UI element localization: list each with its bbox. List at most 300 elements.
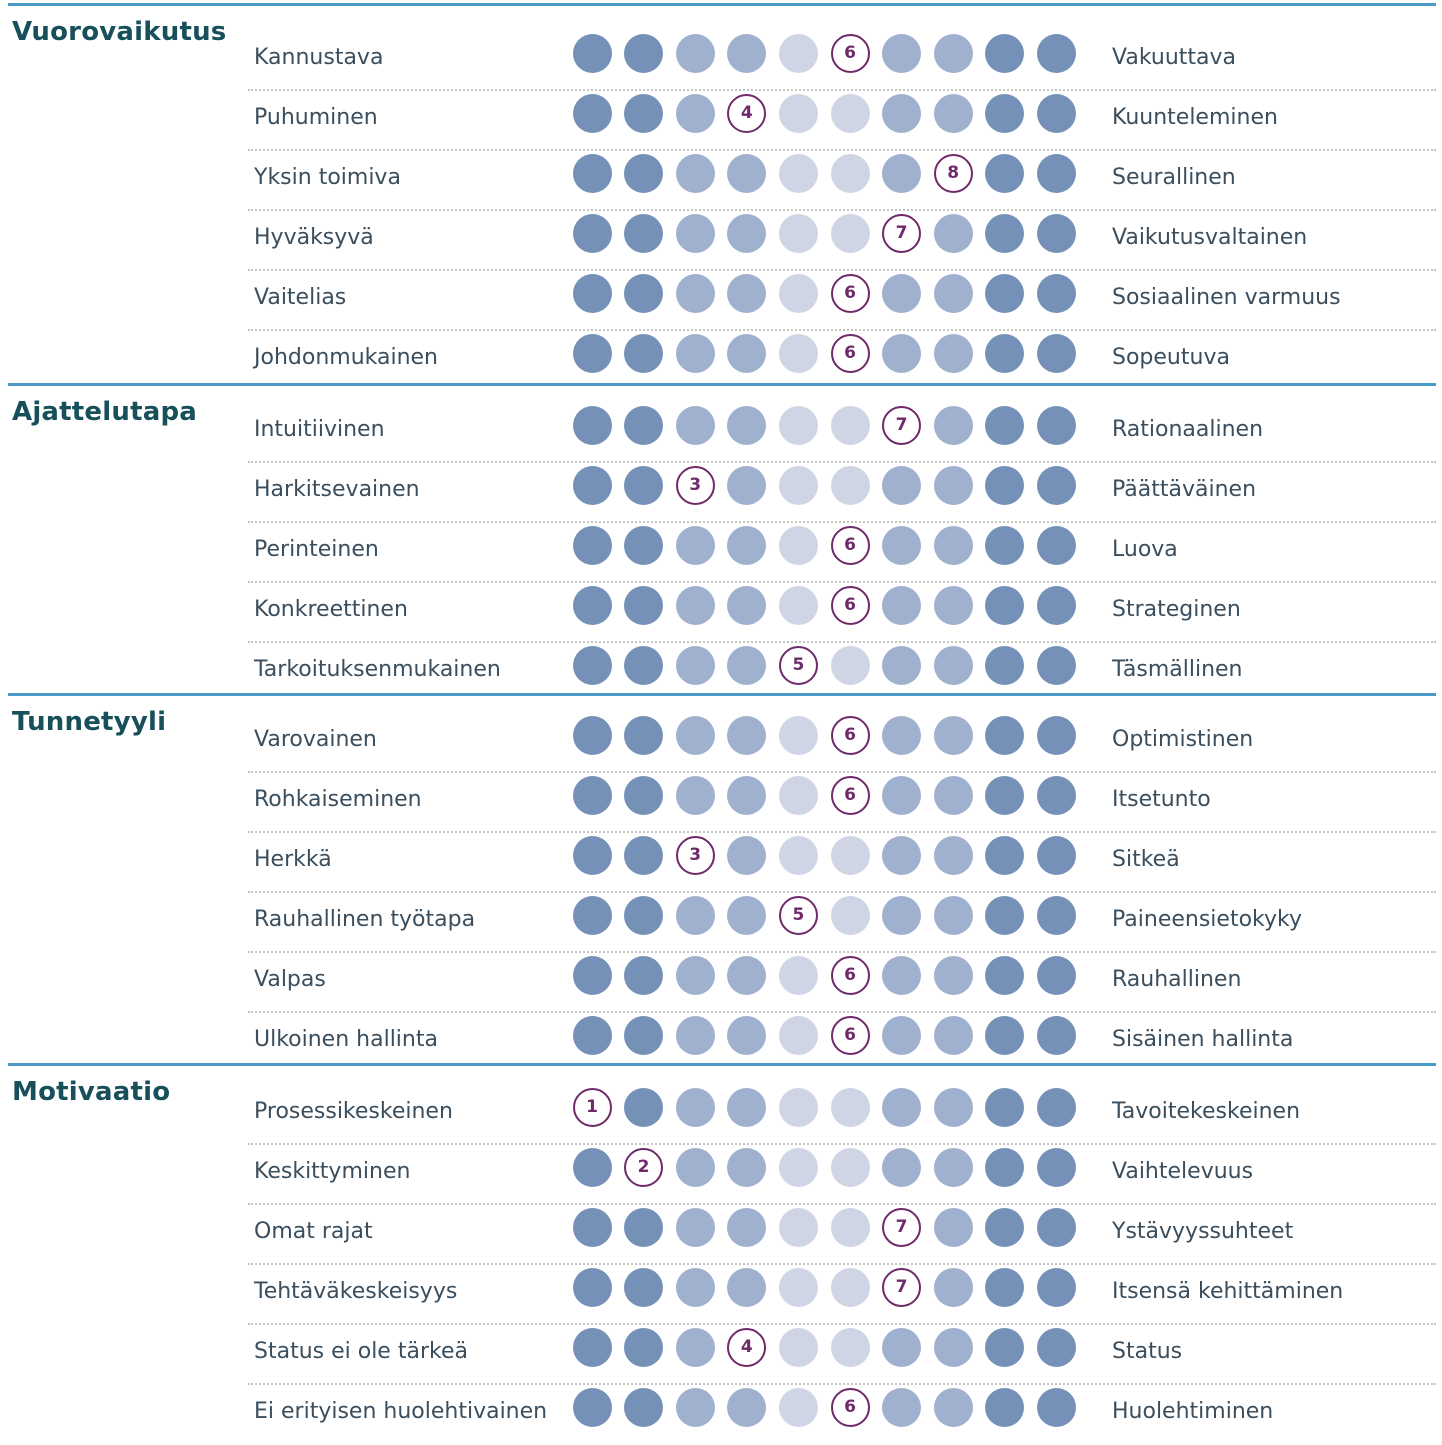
scale-dot xyxy=(779,836,818,875)
scale-dot xyxy=(831,94,870,133)
scale-dot xyxy=(573,586,612,625)
scale-dot xyxy=(779,1016,818,1055)
scale-dot xyxy=(779,526,818,565)
scale-dot xyxy=(624,274,663,313)
scale-dot xyxy=(934,214,973,253)
scale-dot xyxy=(985,586,1024,625)
scale-dot xyxy=(985,214,1024,253)
scale-left-label: Johdonmukainen xyxy=(254,345,439,370)
scale-left-label: Yksin toimiva xyxy=(254,165,401,190)
scale-dot xyxy=(727,1016,766,1055)
scale-dot xyxy=(573,154,612,193)
scale-dot xyxy=(934,896,973,935)
scale-dot xyxy=(573,526,612,565)
scale-dots xyxy=(572,1325,1092,1385)
scale-dot xyxy=(985,1148,1024,1187)
scale-dot xyxy=(934,1148,973,1187)
scale-dot xyxy=(934,406,973,445)
scale-dot xyxy=(934,586,973,625)
scale-dots xyxy=(572,211,1092,271)
scale-dot xyxy=(573,956,612,995)
score-marker: 3 xyxy=(676,836,715,875)
section-title: Tunnetyyli xyxy=(12,707,167,737)
scale-dot xyxy=(985,646,1024,685)
scale-dot xyxy=(727,956,766,995)
scale-dot xyxy=(573,274,612,313)
scale-dot xyxy=(779,406,818,445)
scale-dot xyxy=(624,1328,663,1367)
scale-right-label: Vaikutusvaltainen xyxy=(1112,225,1308,250)
scale-dot xyxy=(676,1388,715,1427)
scale-dot xyxy=(831,214,870,253)
scale-right-label: Rationaalinen xyxy=(1112,417,1264,442)
scale-dot xyxy=(882,646,921,685)
scale-right-label: Huolehtiminen xyxy=(1112,1399,1274,1424)
scale-dot xyxy=(624,646,663,685)
scale-dot xyxy=(779,1388,818,1427)
scale-dot xyxy=(779,94,818,133)
scale-dot xyxy=(934,1268,973,1307)
scale-dot xyxy=(573,214,612,253)
score-marker: 3 xyxy=(676,466,715,505)
scale-dot xyxy=(1037,586,1076,625)
scale-dots xyxy=(572,713,1092,773)
scale-dot xyxy=(1037,1208,1076,1247)
scale-dot xyxy=(624,586,663,625)
scale-dot xyxy=(1037,836,1076,875)
scale-dot xyxy=(779,1208,818,1247)
scale-dot xyxy=(985,1208,1024,1247)
scale-dot xyxy=(624,776,663,815)
scale-dot xyxy=(1037,1088,1076,1127)
scale-dot xyxy=(727,836,766,875)
scale-dot xyxy=(882,1016,921,1055)
scale-dot xyxy=(624,334,663,373)
scale-right-label: Vaihtelevuus xyxy=(1112,1159,1254,1184)
scale-dot xyxy=(779,154,818,193)
scale-dot xyxy=(1037,526,1076,565)
scale-dot xyxy=(882,274,921,313)
scale-dot xyxy=(779,586,818,625)
scale-dot xyxy=(573,1328,612,1367)
scale-row xyxy=(248,833,1436,893)
scale-dot xyxy=(624,896,663,935)
scale-dot xyxy=(573,896,612,935)
scale-right-label: Luova xyxy=(1112,537,1178,562)
scale-right-label: Sopeutuva xyxy=(1112,345,1230,370)
scale-dot xyxy=(676,1088,715,1127)
scale-dot xyxy=(624,1268,663,1307)
scale-dot xyxy=(831,406,870,445)
scale-dot xyxy=(779,274,818,313)
scale-right-label: Kuunteleminen xyxy=(1112,105,1278,130)
score-marker: 6 xyxy=(831,274,870,313)
scale-dot xyxy=(882,586,921,625)
score-marker: 8 xyxy=(934,154,973,193)
scale-right-label: Ystävyyssuhteet xyxy=(1112,1219,1294,1244)
score-marker: 5 xyxy=(779,896,818,935)
scale-dot xyxy=(779,334,818,373)
scale-dot xyxy=(1037,646,1076,685)
section-divider xyxy=(8,383,1436,386)
scale-left-label: Konkreettinen xyxy=(254,597,408,622)
scale-dots xyxy=(572,271,1092,331)
scale-dot xyxy=(624,1208,663,1247)
scale-dots xyxy=(572,833,1092,893)
scale-dot xyxy=(1037,94,1076,133)
scale-dots xyxy=(572,91,1092,151)
scale-row xyxy=(248,893,1436,953)
scale-row xyxy=(248,463,1436,523)
score-marker: 6 xyxy=(831,956,870,995)
scale-left-label: Ei erityisen huolehtivainen xyxy=(254,1399,548,1424)
scale-dot xyxy=(676,646,715,685)
scale-dot xyxy=(573,406,612,445)
scale-left-label: Kannustava xyxy=(254,45,384,70)
scale-row xyxy=(248,211,1436,271)
scale-left-label: Omat rajat xyxy=(254,1219,373,1244)
scale-dot xyxy=(573,334,612,373)
scale-dot xyxy=(727,1088,766,1127)
section-divider xyxy=(8,693,1436,696)
scale-right-label: Status xyxy=(1112,1339,1183,1364)
score-marker: 7 xyxy=(882,406,921,445)
scale-dot xyxy=(727,586,766,625)
scale-dot xyxy=(985,956,1024,995)
scale-dot xyxy=(934,646,973,685)
scale-row xyxy=(248,1145,1436,1205)
scale-dots xyxy=(572,583,1092,643)
scale-dot xyxy=(1037,154,1076,193)
scale-right-label: Sitkeä xyxy=(1112,847,1180,872)
scale-dot xyxy=(1037,716,1076,755)
scale-dot xyxy=(831,836,870,875)
scale-dot xyxy=(727,214,766,253)
scale-dot xyxy=(985,274,1024,313)
scale-left-label: Puhuminen xyxy=(254,105,378,130)
scale-dot xyxy=(882,1148,921,1187)
scale-dot xyxy=(934,1388,973,1427)
scale-right-label: Itsensä kehittäminen xyxy=(1112,1279,1344,1304)
scale-dot xyxy=(779,1328,818,1367)
scale-dot xyxy=(985,526,1024,565)
scale-dot xyxy=(934,1208,973,1247)
scale-dot xyxy=(985,154,1024,193)
scale-dot xyxy=(985,34,1024,73)
scale-row xyxy=(248,523,1436,583)
scale-dot xyxy=(624,406,663,445)
scale-left-label: Varovainen xyxy=(254,727,377,752)
scale-dot xyxy=(779,1088,818,1127)
scale-dot xyxy=(676,776,715,815)
scale-dot xyxy=(1037,956,1076,995)
scale-dot xyxy=(985,1268,1024,1307)
scale-dot xyxy=(779,716,818,755)
scale-dot xyxy=(831,896,870,935)
scale-dot xyxy=(985,776,1024,815)
scale-dot xyxy=(727,1148,766,1187)
scale-row xyxy=(248,1325,1436,1385)
scale-right-label: Sosiaalinen varmuus xyxy=(1112,285,1341,310)
scale-dot xyxy=(573,1016,612,1055)
scale-row xyxy=(248,31,1436,91)
scale-dot xyxy=(573,646,612,685)
scale-dot xyxy=(882,526,921,565)
scale-dots xyxy=(572,1085,1092,1145)
scale-left-label: Rohkaiseminen xyxy=(254,787,422,812)
scale-dot xyxy=(676,154,715,193)
scale-dot xyxy=(624,214,663,253)
scale-row xyxy=(248,403,1436,463)
scale-dot xyxy=(831,466,870,505)
score-marker: 7 xyxy=(882,1268,921,1307)
scale-right-label: Vakuuttava xyxy=(1112,45,1237,70)
scale-dot xyxy=(624,1088,663,1127)
scale-dot xyxy=(676,1148,715,1187)
scale-dot xyxy=(831,1268,870,1307)
scale-dot xyxy=(934,1016,973,1055)
scale-dot xyxy=(985,466,1024,505)
section-title: Motivaatio xyxy=(12,1077,171,1107)
scale-dot xyxy=(985,94,1024,133)
scale-left-label: Harkitsevainen xyxy=(254,477,420,502)
scale-dot xyxy=(882,1328,921,1367)
score-marker: 6 xyxy=(831,334,870,373)
scale-row xyxy=(248,773,1436,833)
scale-dot xyxy=(934,1088,973,1127)
scale-dot xyxy=(676,214,715,253)
scale-dot xyxy=(624,716,663,755)
scale-dot xyxy=(727,1208,766,1247)
scale-dot xyxy=(573,94,612,133)
section-title: Vuorovaikutus xyxy=(12,17,227,47)
scale-dot xyxy=(624,526,663,565)
scale-dot xyxy=(985,896,1024,935)
scale-dot xyxy=(934,776,973,815)
scale-dots xyxy=(572,151,1092,211)
scale-dot xyxy=(624,466,663,505)
scale-dot xyxy=(1037,274,1076,313)
scale-dot xyxy=(624,1016,663,1055)
scale-left-label: Tarkoituksenmukainen xyxy=(254,657,501,682)
scale-dot xyxy=(934,526,973,565)
scale-dot xyxy=(727,34,766,73)
scale-dot xyxy=(779,466,818,505)
scale-right-label: Sisäinen hallinta xyxy=(1112,1027,1294,1052)
scale-row xyxy=(248,91,1436,151)
scale-dot xyxy=(727,274,766,313)
scale-dots xyxy=(572,773,1092,833)
scale-dot xyxy=(573,716,612,755)
scale-dot xyxy=(676,716,715,755)
scale-dot xyxy=(676,586,715,625)
scale-dot xyxy=(882,716,921,755)
scale-right-label: Seurallinen xyxy=(1112,165,1236,190)
scale-dot xyxy=(727,716,766,755)
scale-left-label: Rauhallinen työtapa xyxy=(254,907,476,932)
scale-dot xyxy=(727,646,766,685)
scale-dot xyxy=(573,466,612,505)
scale-dot xyxy=(1037,776,1076,815)
scale-row xyxy=(248,271,1436,331)
score-marker: 4 xyxy=(727,1328,766,1367)
scale-row xyxy=(248,1385,1436,1445)
section-divider xyxy=(8,1063,1436,1066)
scale-dot xyxy=(573,1148,612,1187)
scale-dot xyxy=(676,1016,715,1055)
scale-dot xyxy=(727,466,766,505)
scale-right-label: Rauhallinen xyxy=(1112,967,1242,992)
scale-right-label: Optimistinen xyxy=(1112,727,1254,752)
scale-dot xyxy=(573,1388,612,1427)
scale-dot xyxy=(1037,1268,1076,1307)
scale-dot xyxy=(882,466,921,505)
scale-right-label: Itsetunto xyxy=(1112,787,1211,812)
scale-dots xyxy=(572,31,1092,91)
scale-dot xyxy=(1037,1388,1076,1427)
scale-dot xyxy=(882,94,921,133)
scale-left-label: Tehtäväkeskeisyys xyxy=(254,1279,458,1304)
scale-dot xyxy=(831,154,870,193)
scale-dot xyxy=(624,1388,663,1427)
scale-dot xyxy=(882,836,921,875)
scale-dot xyxy=(676,1328,715,1367)
scale-dots xyxy=(572,403,1092,463)
scale-dot xyxy=(882,1088,921,1127)
scale-dot xyxy=(573,34,612,73)
scale-dot xyxy=(1037,406,1076,445)
section-divider xyxy=(8,3,1436,6)
scale-left-label: Ulkoinen hallinta xyxy=(254,1027,438,1052)
score-marker: 6 xyxy=(831,1388,870,1427)
scale-dot xyxy=(882,34,921,73)
scale-left-label: Herkkä xyxy=(254,847,332,872)
scale-dot xyxy=(573,1208,612,1247)
scale-dot xyxy=(624,34,663,73)
scale-dot xyxy=(624,94,663,133)
scale-right-label: Päättäväinen xyxy=(1112,477,1257,502)
scale-dot xyxy=(1037,334,1076,373)
score-marker: 6 xyxy=(831,716,870,755)
scale-dot xyxy=(676,34,715,73)
scale-dot xyxy=(573,776,612,815)
scale-dot xyxy=(1037,466,1076,505)
score-marker: 6 xyxy=(831,34,870,73)
scale-dot xyxy=(676,526,715,565)
scale-right-label: Täsmällinen xyxy=(1112,657,1243,682)
scale-dot xyxy=(882,334,921,373)
score-marker: 7 xyxy=(882,214,921,253)
scale-dot xyxy=(779,214,818,253)
scale-dot xyxy=(676,956,715,995)
score-marker: 7 xyxy=(882,1208,921,1247)
scale-dot xyxy=(779,1148,818,1187)
scale-dot xyxy=(727,776,766,815)
scale-row xyxy=(248,953,1436,1013)
scale-dot xyxy=(934,956,973,995)
scale-dot xyxy=(934,466,973,505)
scale-dot xyxy=(831,1088,870,1127)
scale-dot xyxy=(676,1208,715,1247)
scale-left-label: Vaitelias xyxy=(254,285,347,310)
scale-dot xyxy=(831,1208,870,1247)
scale-left-label: Prosessikeskeinen xyxy=(254,1099,453,1124)
scale-dot xyxy=(882,896,921,935)
scale-dot xyxy=(779,34,818,73)
scale-dot xyxy=(934,94,973,133)
score-marker: 5 xyxy=(779,646,818,685)
scale-dot xyxy=(1037,896,1076,935)
scale-dots xyxy=(572,523,1092,583)
scale-dot xyxy=(779,776,818,815)
scale-dot xyxy=(573,836,612,875)
section-title: Ajattelutapa xyxy=(12,397,198,427)
scale-dot xyxy=(934,334,973,373)
scale-dot xyxy=(727,896,766,935)
scale-left-label: Hyväksyvä xyxy=(254,225,374,250)
scale-left-label: Intuitiivinen xyxy=(254,417,385,442)
scale-dot xyxy=(727,334,766,373)
scale-dot xyxy=(985,836,1024,875)
scale-dot xyxy=(882,956,921,995)
score-marker: 6 xyxy=(831,776,870,815)
scale-dot xyxy=(676,274,715,313)
scale-dot xyxy=(676,896,715,935)
score-marker: 6 xyxy=(831,1016,870,1055)
scale-dot xyxy=(934,274,973,313)
scale-dots xyxy=(572,1265,1092,1325)
scale-left-label: Perinteinen xyxy=(254,537,379,562)
scale-dots xyxy=(572,1145,1092,1205)
scale-dot xyxy=(727,1388,766,1427)
score-marker: 4 xyxy=(727,94,766,133)
scale-dot xyxy=(985,716,1024,755)
scale-row xyxy=(248,713,1436,773)
scale-dot xyxy=(727,154,766,193)
scale-row xyxy=(248,1265,1436,1325)
scale-dot xyxy=(676,94,715,133)
scale-dots xyxy=(572,331,1092,391)
scale-dot xyxy=(779,1268,818,1307)
scale-dot xyxy=(573,1268,612,1307)
scale-dots xyxy=(572,1205,1092,1265)
scale-dot xyxy=(676,406,715,445)
scale-left-label: Keskittyminen xyxy=(254,1159,411,1184)
scale-dot xyxy=(624,836,663,875)
scale-row xyxy=(248,1085,1436,1145)
scale-row xyxy=(248,331,1436,391)
scale-row xyxy=(248,583,1436,643)
scale-dot xyxy=(676,1268,715,1307)
scale-dot xyxy=(831,646,870,685)
scale-dot xyxy=(624,154,663,193)
scale-dot xyxy=(1037,34,1076,73)
scale-right-label: Strateginen xyxy=(1112,597,1241,622)
score-marker: 6 xyxy=(831,586,870,625)
scale-dot xyxy=(882,1388,921,1427)
scale-right-label: Tavoitekeskeinen xyxy=(1112,1099,1301,1124)
scale-dots xyxy=(572,463,1092,523)
scale-row xyxy=(248,1205,1436,1265)
scale-dot xyxy=(985,406,1024,445)
scale-dots xyxy=(572,953,1092,1013)
scale-right-label: Paineensietokyky xyxy=(1112,907,1302,932)
scale-dot xyxy=(934,836,973,875)
scale-dot xyxy=(1037,214,1076,253)
scale-dot xyxy=(1037,1148,1076,1187)
scale-dot xyxy=(985,334,1024,373)
score-marker: 1 xyxy=(573,1088,612,1127)
